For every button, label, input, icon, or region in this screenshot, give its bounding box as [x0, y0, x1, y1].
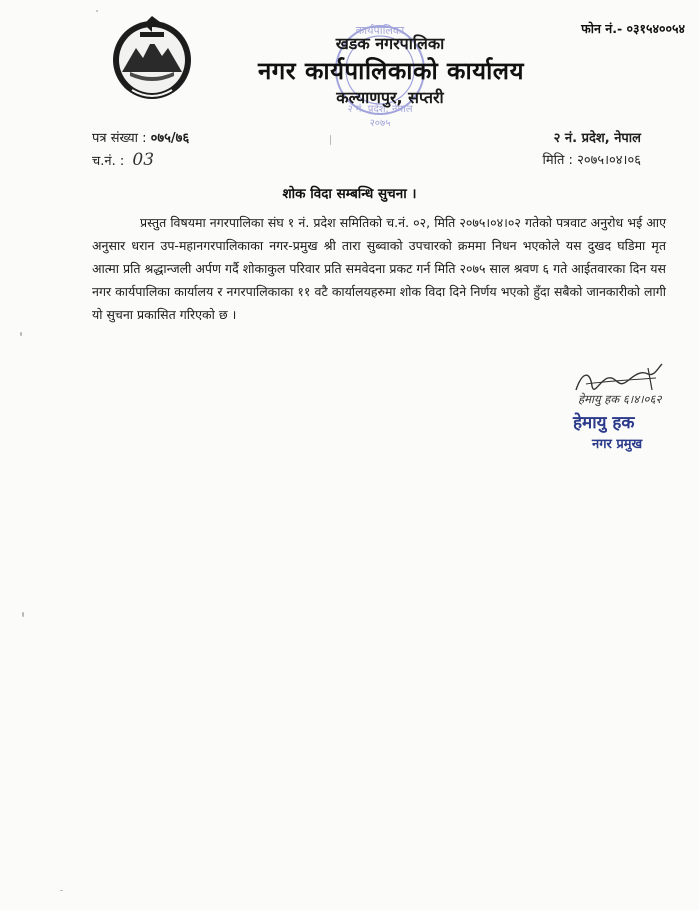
government-emblem-icon	[110, 14, 194, 106]
scan-speck	[96, 10, 98, 12]
seal-text-year: २०७५	[369, 118, 391, 129]
office-address: कल्याणपुर, सप्तरी	[336, 88, 444, 107]
seal-text-top: कार्यपालिका	[355, 24, 405, 37]
letter-number	[92, 128, 189, 146]
letter-number-value: ०७५/७६	[150, 131, 190, 146]
dispatch-number-value: 03	[132, 150, 155, 170]
dispatch-number	[92, 150, 154, 170]
dispatch-number-label: च.नं. :	[92, 154, 125, 169]
seal-text-bottom: २ नं. प्रदेश, नेपाल	[347, 104, 413, 115]
office-name: नगर कार्यपालिकाको कार्यालय	[257, 57, 525, 85]
scan-speck	[60, 890, 63, 891]
scan-speck	[20, 332, 22, 336]
letter-number-label: पत्र संख्या :	[92, 131, 147, 146]
phone-number: फोन नं.- ०३१५४००५४	[581, 21, 685, 36]
scan-speck	[330, 135, 331, 145]
signer-name: हेमायु हक	[573, 413, 635, 433]
subject-heading: शोक विदा सम्बन्धि सुचना ।	[282, 186, 417, 202]
notice-body: प्रस्तुत विषयमा नगरपालिका संघ १ नं. प्रदेश समितिको च.नं. ०२, मिति २०७५।०४।०२ गतेको पत्रवाट अनुरोध भई आए अनुसार धरान उप-महानगरपालिकाका नगर-प्रमुख श्री तारा सुब्वाको उपचारको क्रममा निधन भएकोले यस दुखद घडिमा मृत आत्मा प्रति श्रद्धान्जली अर्पण गर्दै शोकाकुल परिवार प्रति समवेदना प्रकट गर्न मिति २०७५ साल श्रवण ६ गते आईतवारका दिन यस नगर कार्यपालिका कार्यालय र नगरपालिकाका ११ वटै कार्यालयहरुमा शोक विदा दिने निर्णय भएको हुँदा सबैको जानकारीको लागी यो सुचना प्रकासित गरिएको छ ।	[92, 215, 666, 322]
municipality-name: खडक नगरपालिका	[335, 34, 445, 53]
date-label: मिति :	[542, 153, 573, 168]
scan-speck	[22, 612, 24, 617]
signer-title: नगर प्रमुख	[592, 437, 643, 452]
province-line: २ नं. प्रदेश, नेपाल	[553, 131, 641, 146]
signature-date: हेमायु हक ६।४।०६२	[578, 392, 662, 406]
date-line	[542, 150, 641, 168]
date-value: २०७५।०४।०६	[577, 153, 641, 168]
